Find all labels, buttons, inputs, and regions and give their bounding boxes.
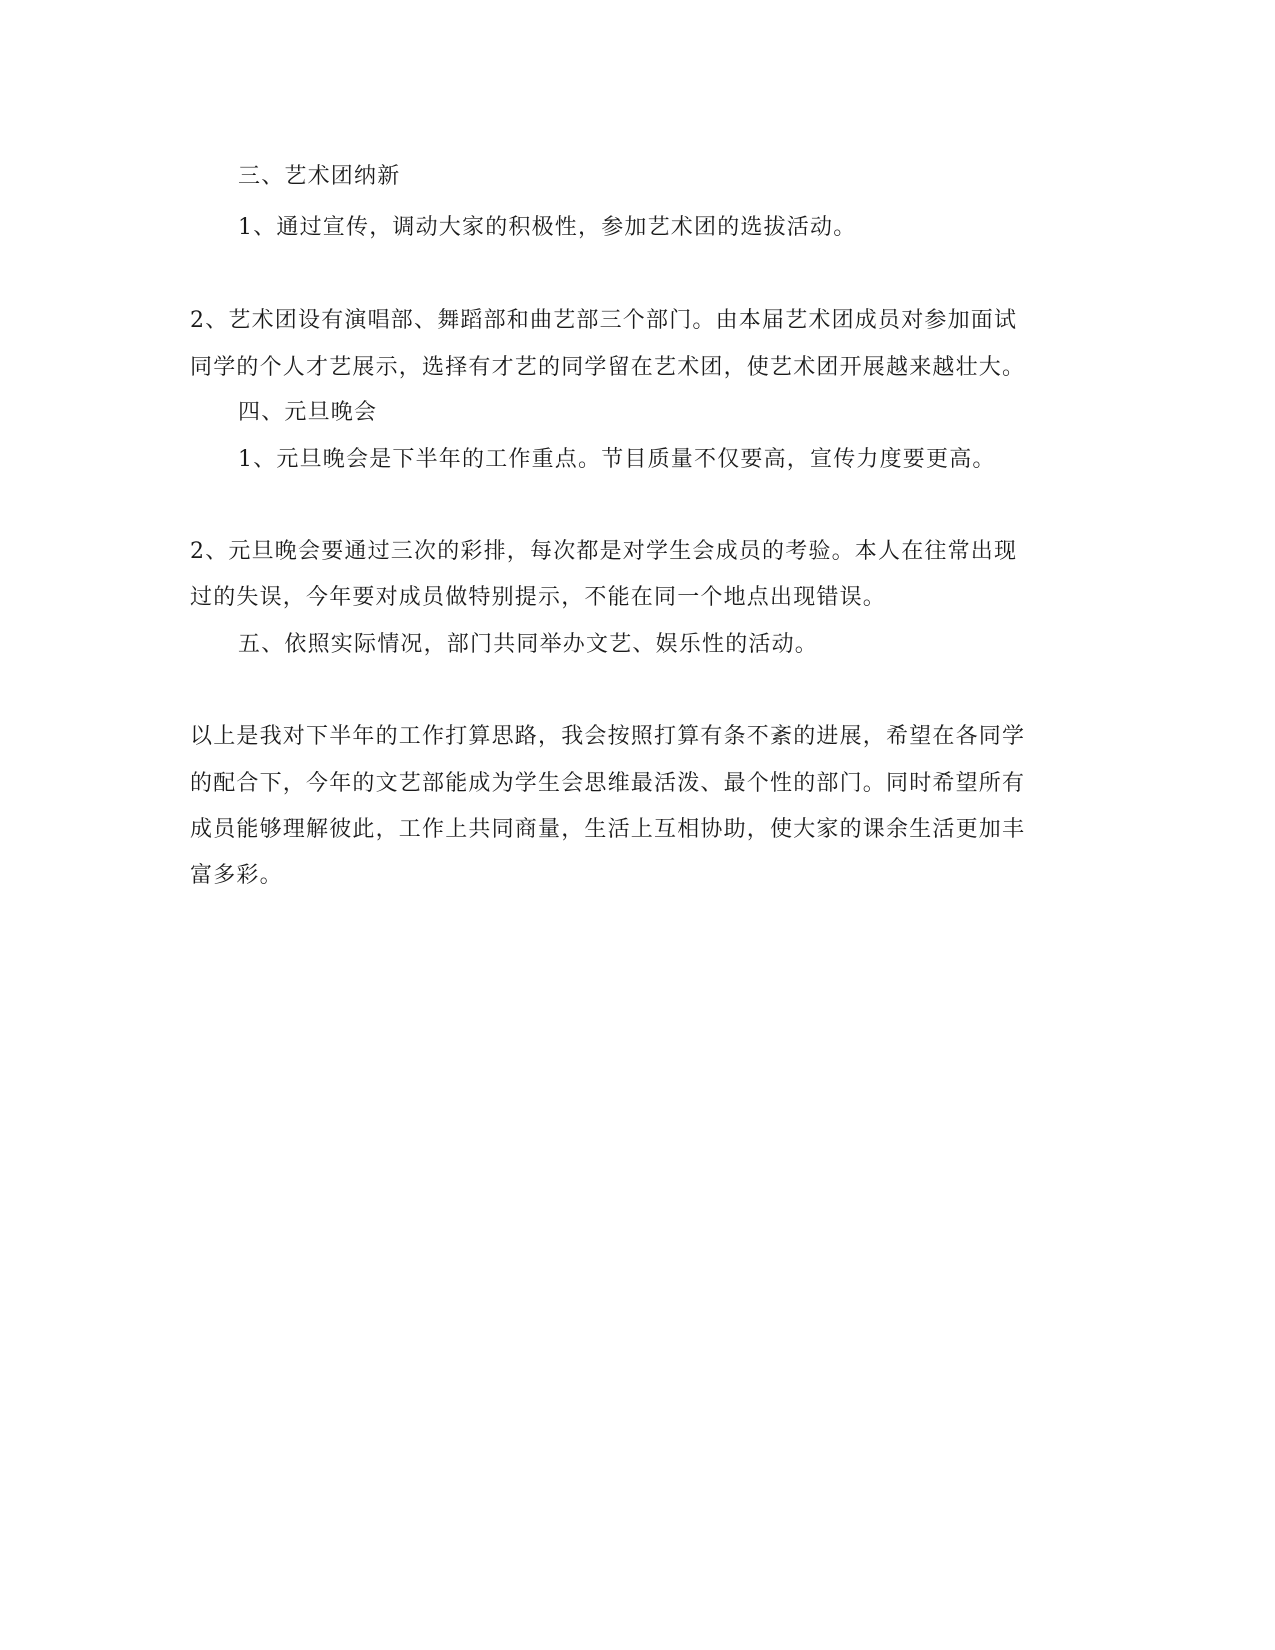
paragraph-line: 2、艺术团设有演唱部、舞蹈部和曲艺部三个部门。由本届艺术团成员对参加面试 (190, 308, 1018, 333)
paragraph-line: 富多彩。 (190, 863, 283, 888)
paragraph-line: 2、元旦晚会要通过三次的彩排，每次都是对学生会成员的考验。本人在往常出现 (190, 539, 1018, 564)
paragraph-line: 1、元旦晚会是下半年的工作重点。节目质量不仅要高，宣传力度要更高。 (238, 447, 996, 472)
section-heading-art-troupe-recruitment: 三、艺术团纳新 (238, 164, 401, 189)
paragraph-line: 过的失误，今年要对成员做特别提示，不能在同一个地点出现错误。 (190, 585, 887, 610)
section-heading-new-year-gala: 四、元旦晚会 (238, 400, 378, 425)
section-heading-activities: 五、依照实际情况，部门共同举办文艺、娱乐性的活动。 (238, 632, 819, 657)
paragraph-line: 成员能够理解彼此，工作上共同商量，生活上互相协助，使大家的课余生活更加丰 (190, 817, 1026, 842)
paragraph-line: 以上是我对下半年的工作打算思路，我会按照打算有条不紊的进展，希望在各同学 (190, 724, 1026, 749)
paragraph-line: 的配合下，今年的文艺部能成为学生会思维最活泼、最个性的部门。同时希望所有 (190, 771, 1026, 796)
paragraph-line: 1、通过宣传，调动大家的积极性，参加艺术团的选拔活动。 (238, 215, 857, 240)
paragraph-line: 同学的个人才艺展示，选择有才艺的同学留在艺术团，使艺术团开展越来越壮大。 (190, 355, 1026, 380)
